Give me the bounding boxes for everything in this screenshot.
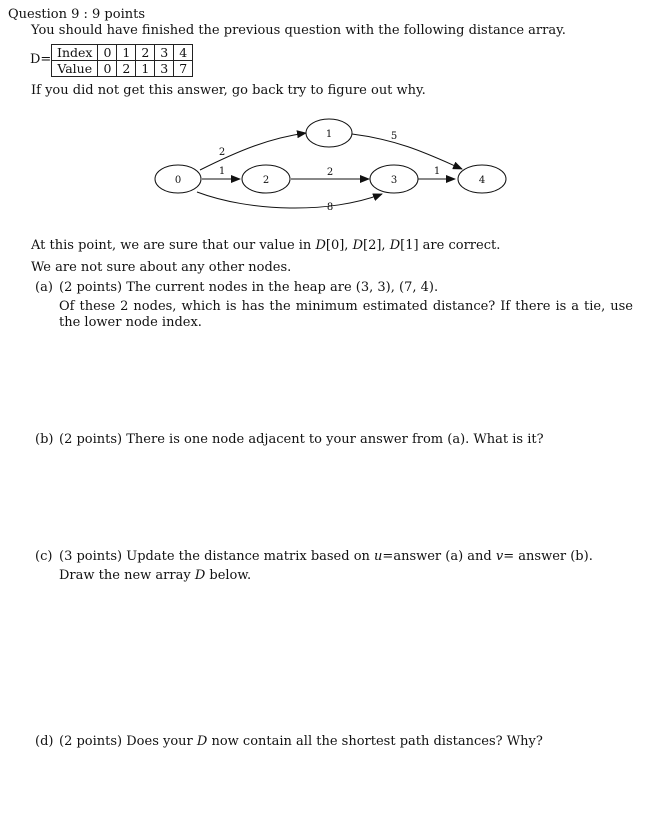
part-a-text: (2 points) The current nodes in the heap are (3, 3), (7, 4). <box>59 280 439 295</box>
node-label: 1 <box>325 129 333 140</box>
index-cell: 2 <box>136 45 155 61</box>
certainty-statement: At this point, we are sure that our value in D[0], D[2], D[1] are correct. <box>31 238 501 253</box>
part-d-label: (d) <box>35 734 54 749</box>
value-cell: 2 <box>117 61 136 77</box>
node-label: 4 <box>478 175 486 186</box>
index-cell: 3 <box>155 45 174 61</box>
edge-weight: 5 <box>390 131 398 142</box>
node-label: 0 <box>174 175 182 186</box>
part-c-instruction: Draw the new array D below. <box>59 568 252 583</box>
array-label: D= <box>30 52 52 67</box>
value-cell: 0 <box>98 61 117 77</box>
part-b-text: (2 points) There is one node adjacent to your answer from (a). What is it? <box>59 432 544 447</box>
edge-weight: 1 <box>433 166 441 177</box>
uncertainty-statement: We are not sure about any other nodes. <box>31 260 292 275</box>
edge-weight: 2 <box>326 167 334 178</box>
value-cell: 7 <box>174 61 193 77</box>
value-cell: 1 <box>136 61 155 77</box>
question-title: Question 9 : 9 points <box>8 7 146 22</box>
part-d-text: (2 points) Does your D now contain all the shortest path distances? Why? <box>59 734 543 749</box>
edge-0-1 <box>200 133 306 170</box>
edge-weight: 1 <box>218 166 226 177</box>
part-c-label: (c) <box>35 549 53 564</box>
edge-weight: 2 <box>218 147 226 158</box>
part-c-text: (3 points) Update the distance matrix based on u=answer (a) and v= answer (b). <box>59 549 593 564</box>
index-cell: 0 <box>98 45 117 61</box>
part-a-label: (a) <box>35 280 53 295</box>
edge-1-4 <box>352 134 462 169</box>
index-cell: 1 <box>117 45 136 61</box>
node-label: 2 <box>262 175 270 186</box>
index-cell: 4 <box>174 45 193 61</box>
value-cell: 3 <box>155 61 174 77</box>
part-a-question: Of these 2 nodes, which is has the minimum estimated distance? If there is a tie, use the lower node index. <box>59 299 633 330</box>
edge-0-3 <box>197 192 382 208</box>
hint-text: If you did not get this answer, go back try to figure out why. <box>31 83 426 98</box>
edge-weight: 8 <box>326 202 334 213</box>
index-header: Index <box>52 45 98 61</box>
node-label: 3 <box>390 175 398 186</box>
part-b-label: (b) <box>35 432 54 447</box>
intro-text: You should have finished the previous question with the following distance array. <box>31 23 566 38</box>
value-header: Value <box>52 61 98 77</box>
